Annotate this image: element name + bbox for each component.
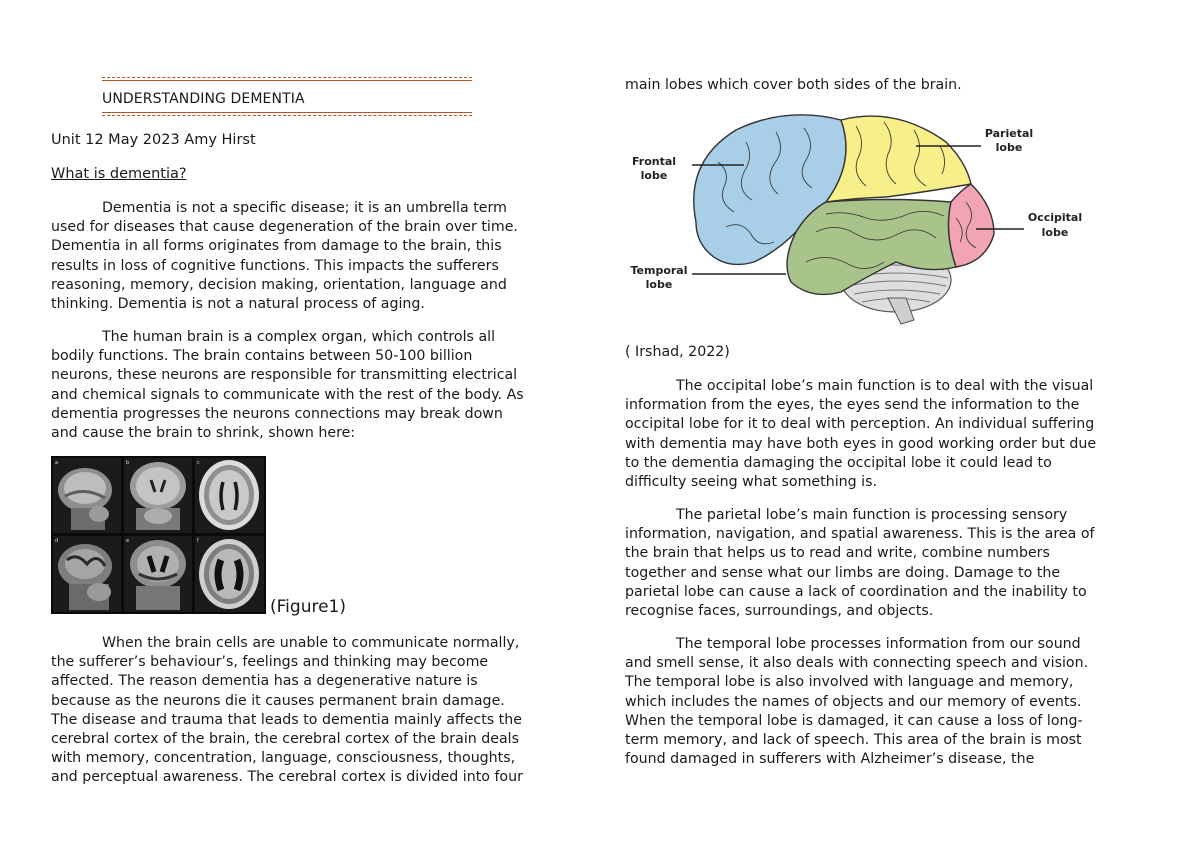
frontal-label: Frontal (631, 155, 677, 168)
document-title: UNDERSTANDING DEMENTIA (102, 91, 305, 107)
paragraph-cerebral-cortex (51, 634, 575, 788)
text-line: term memory, and lack of speech. This area of the brain is most (625, 732, 1082, 749)
text-line: results in loss of cognitive functions. This impacts the sufferers (51, 257, 499, 274)
text-line: difficulty seeing what something is. (625, 474, 877, 491)
text-line: The temporal lobe processes information from our sound (676, 636, 1081, 652)
text-line: and chemical signals to communicate with the rest of the body. As (51, 386, 524, 403)
text-line: affected. The reason dementia has a degenerative nature is (51, 673, 478, 690)
text-line: The temporal lobe is also involved with language and memory, (625, 674, 1074, 691)
text-line: parietal lobe can cause a lack of coordination and the inability to (625, 583, 1087, 600)
text-line: thinking. Dementia is not a natural process of aging. (51, 296, 425, 313)
text-line: information, navigation, and spatial awareness. This is the area of (625, 526, 1095, 543)
text-line: and smell sense, it also deals with connecting speech and vision. (625, 655, 1089, 672)
text-line: When the brain cells are unable to communicate normally, (102, 635, 520, 651)
text-line: Dementia is not a specific disease; it is an umbrella term (102, 200, 507, 216)
text-line: occipital lobe for it to deal with perception. An individual suffering (625, 416, 1095, 433)
text-line: When the temporal lobe is damaged, it can cause a loss of long- (625, 712, 1083, 729)
mri-scan-figure (51, 456, 266, 614)
frontal-label-2: lobe (640, 169, 668, 182)
unit-line: Unit 12 May 2023 Amy Hirst (51, 132, 256, 148)
mri-sagittal-healthy (53, 458, 121, 533)
text-line: with dementia may have both eyes in good working order but due (625, 435, 1097, 452)
parietal-lobe (826, 116, 971, 202)
text-line: The occipital lobe’s main function is to deal with the visual (676, 378, 1094, 394)
text-line: found damaged in sufferers with Alzheimer’s disease, the (625, 751, 1035, 768)
mri-coronal-healthy (124, 458, 192, 533)
text-line: Dementia in all forms originates from damage to the brain, this (51, 238, 502, 255)
occipital-label: Occipital (1027, 211, 1083, 224)
text-line: dementia progresses the neurons connections may break down (51, 405, 503, 422)
paragraph-temporal (625, 635, 1150, 769)
paragraph-occipital (625, 377, 1150, 492)
svg-text:e: e (126, 538, 130, 544)
mri-sagittal-atrophy (53, 536, 121, 612)
parietal-label: Parietal (984, 127, 1034, 140)
header-rule-bottom-2 (102, 115, 472, 116)
svg-text:f: f (197, 538, 199, 544)
header-rule-bottom (102, 112, 472, 113)
section-heading: What is dementia? (51, 166, 187, 182)
brain-lobes-diagram (626, 102, 1083, 330)
temporal-label-2: lobe (645, 278, 673, 291)
text-line: cerebral cortex of the brain, the cerebral cortex of the brain deals (51, 731, 520, 748)
svg-text:c: c (197, 460, 200, 466)
text-line: with memory, concentration, language, consciousness, thoughts, (51, 750, 516, 767)
svg-text:d: d (55, 538, 59, 544)
text-line: used for diseases that cause degeneration of the brain over time. (51, 219, 518, 236)
figure-citation: ( Irshad, 2022) (625, 344, 730, 360)
header-rule-top-2 (102, 80, 472, 81)
text-line: which includes the names of objects and our memory of events. (625, 693, 1082, 710)
occipital-label-2: lobe (1041, 226, 1069, 239)
temporal-label: Temporal (630, 264, 688, 277)
mri-axial-atrophy (195, 536, 264, 612)
mri-axial-healthy (195, 458, 264, 533)
text-line: bodily functions. The brain contains between 50-100 billion (51, 348, 473, 365)
continuation-line: main lobes which cover both sides of the brain. (625, 77, 962, 93)
text-line: the sufferer’s behaviour’s, feelings and thinking may become (51, 654, 489, 671)
paragraph-brain-neurons (51, 328, 575, 443)
text-line: The parietal lobe’s main function is processing sensory (676, 507, 1068, 523)
text-line: and perceptual awareness. The cerebral cortex is divided into four (51, 769, 523, 786)
text-line: because as the neurons die it causes permanent brain damage. (51, 692, 505, 709)
figure-label: (Figure1) (270, 597, 346, 617)
occipital-lobe (948, 184, 994, 267)
text-line: the brain that helps us to read and write, combine numbers (625, 545, 1050, 562)
text-line: The disease and trauma that leads to dementia mainly affects the (51, 711, 522, 728)
text-line: and cause the brain to shrink, shown here: (51, 425, 356, 442)
text-line: information from the eyes, the eyes send the information to the (625, 397, 1080, 414)
text-line: recognise faces, surroundings, and objects. (625, 603, 934, 620)
text-line: reasoning, memory, decision making, orientation, language and (51, 276, 507, 293)
parietal-label-2: lobe (995, 141, 1023, 154)
text-line: neurons, these neurons are responsible for transmitting electrical (51, 367, 518, 384)
paragraph-definition (51, 199, 575, 314)
svg-text:a: a (55, 460, 59, 466)
text-line: to the dementia damaging the occipital lobe it could lead to (625, 454, 1052, 471)
svg-text:b: b (126, 460, 130, 466)
header-rule-top (102, 77, 472, 78)
paragraph-parietal (625, 506, 1150, 621)
text-line: together and sense what our limbs are doing. Damage to the (625, 564, 1061, 581)
text-line: The human brain is a complex organ, which controls all (102, 329, 496, 345)
mri-coronal-atrophy (124, 536, 192, 612)
